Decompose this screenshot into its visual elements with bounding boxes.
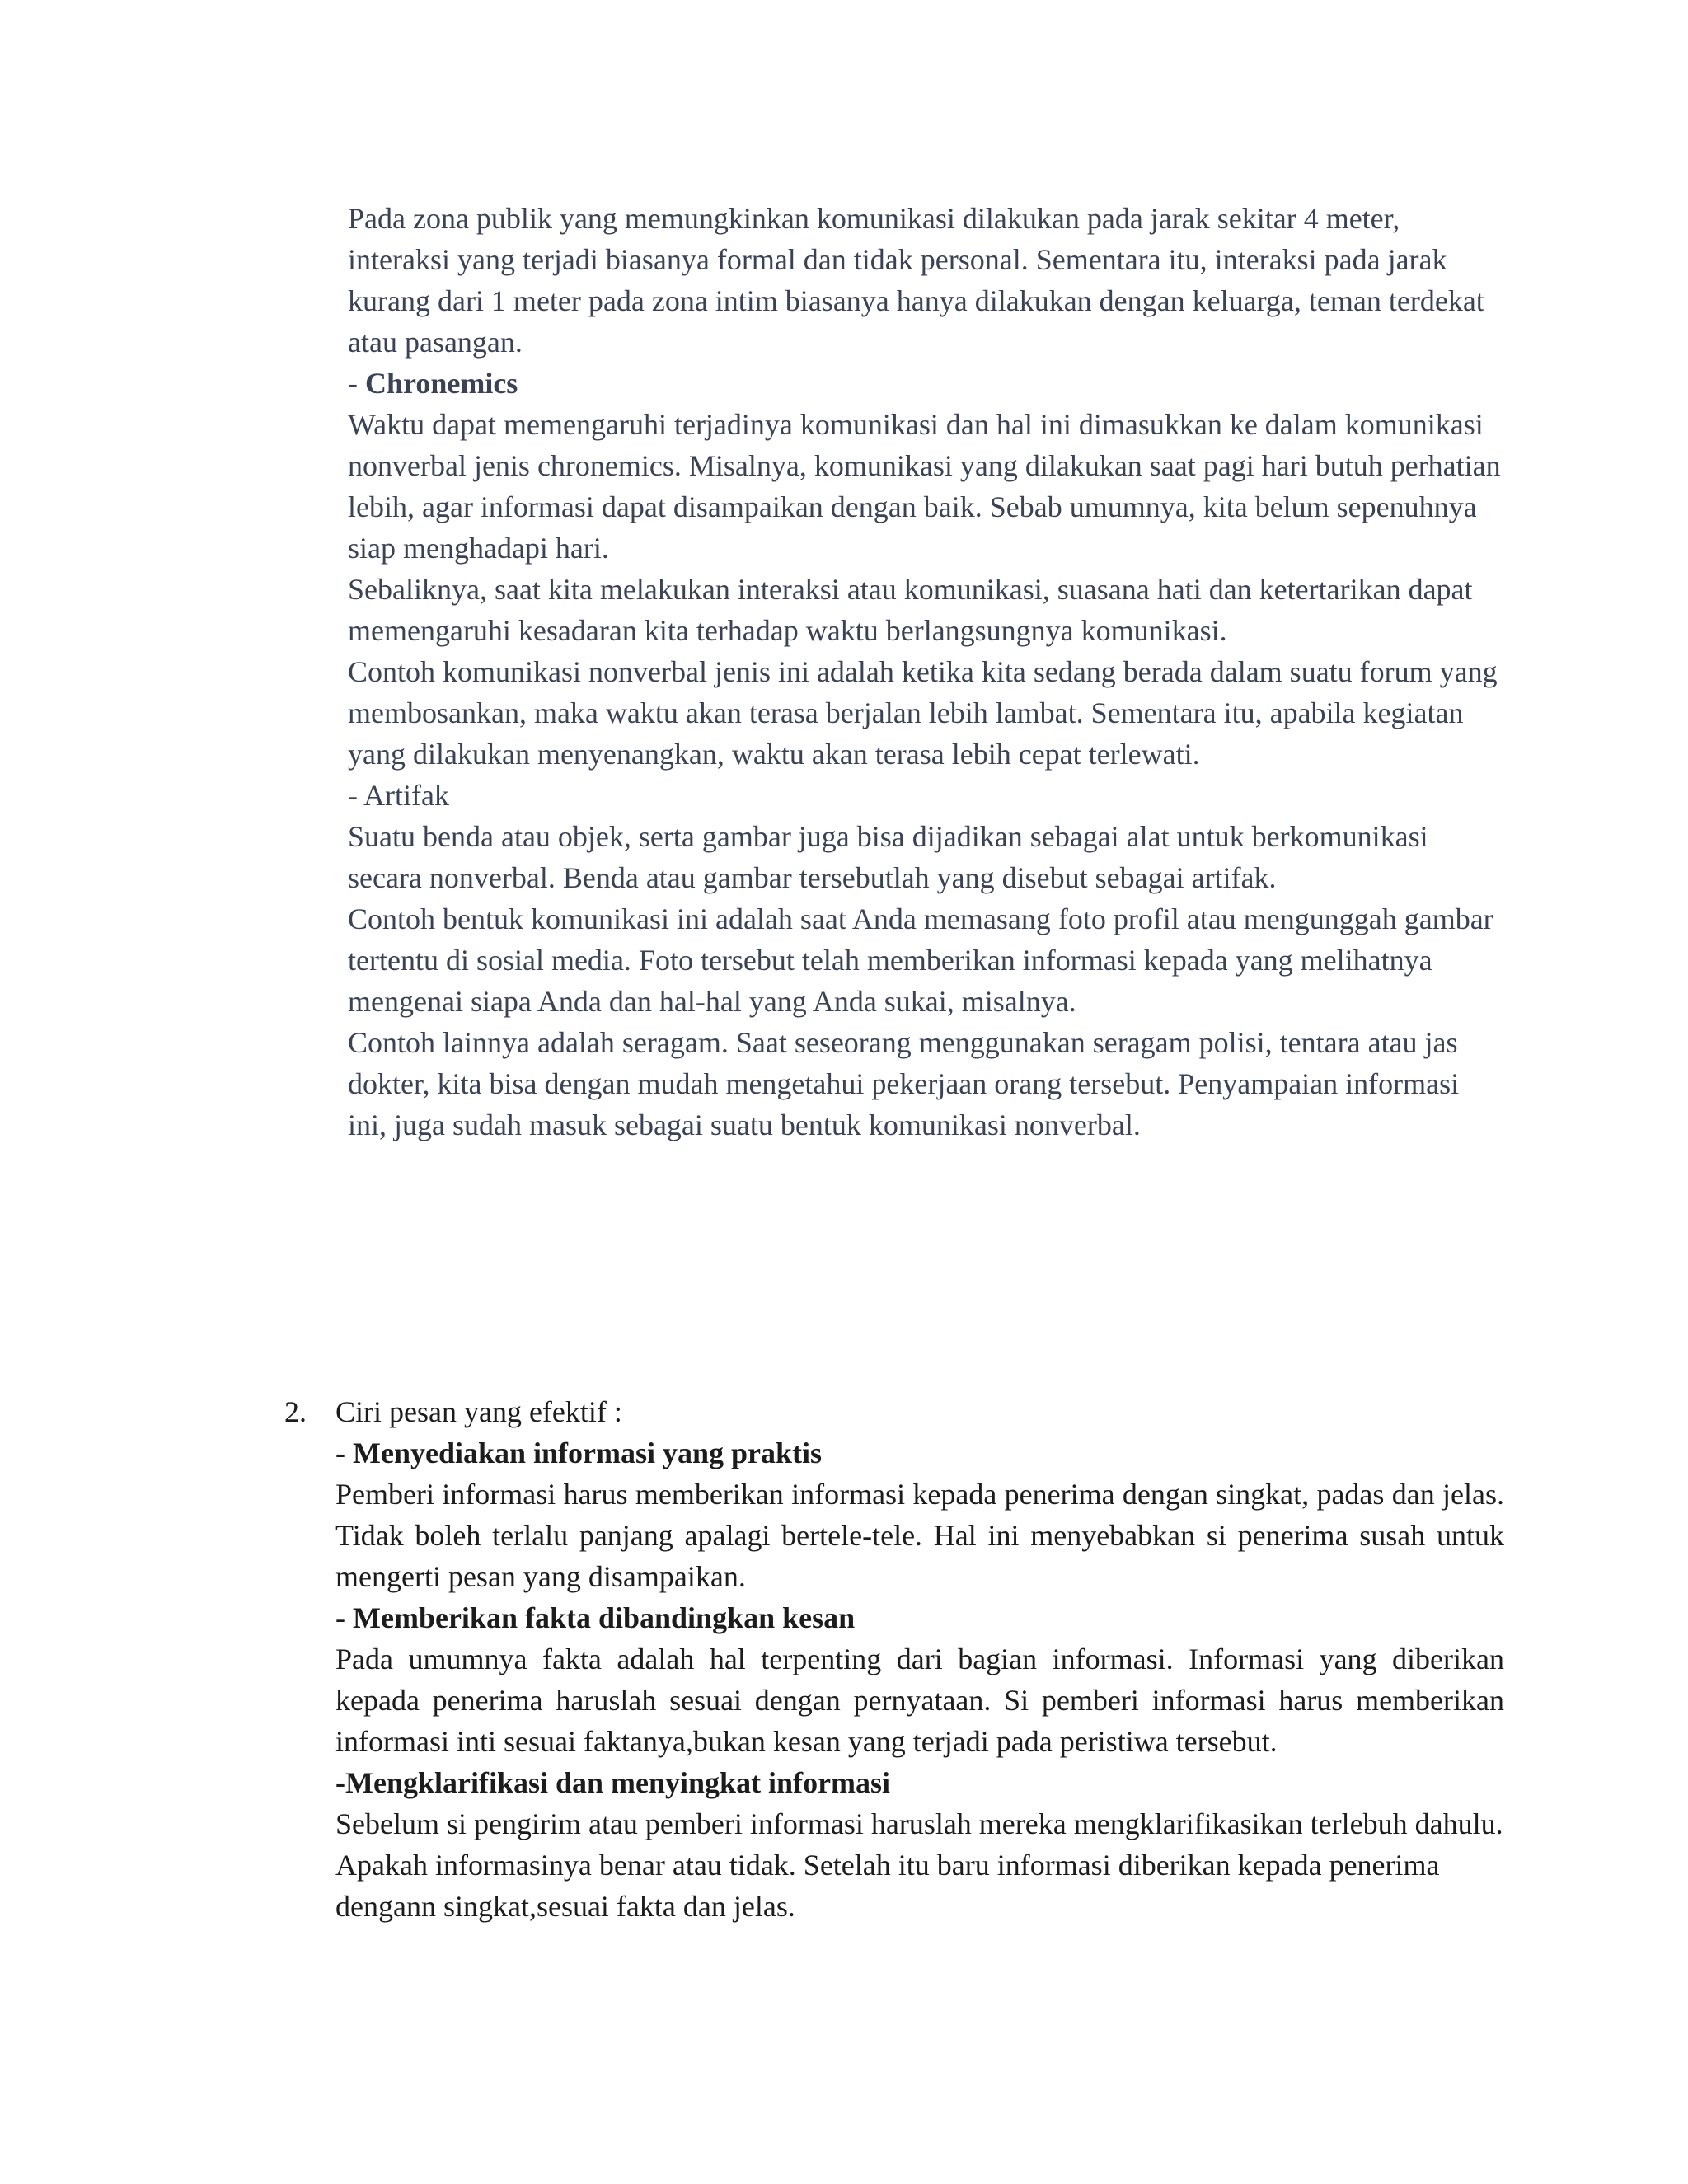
paragraph-contoh-chronemics: Contoh komunikasi nonverbal jenis ini adalah ketika kita sedang berada dalam suatu forum yang membosankan, maka waktu akan terasa berjalan lebih lambat. Sementara itu, apabila kegiatan yang dilakukan menyenangkan, waktu akan terasa lebih cepat terlewati. bbox=[348, 655, 1498, 771]
paragraph-klarifikasi: Sebelum si pengirim atau pemberi informasi haruslah mereka mengklarifikasikan terlebuh dahulu. Apakah informasinya benar atau tidak. Setelah itu baru informasi diberikan kepada penerima dengann singkat,sesuai fakta dan jelas. bbox=[335, 1807, 1503, 1923]
paragraph-contoh-lainnya: Contoh lainnya adalah seragam. Saat seseorang menggunakan seragam polisi, tentara atau jas dokter, kita bisa dengan mudah mengetahui pekerjaan orang tersebut. Penyampaian informasi ini, juga sudah masuk sebagai suatu bentuk komunikasi nonverbal. bbox=[348, 1026, 1460, 1141]
list-number: 2. bbox=[284, 1395, 307, 1428]
section-nonverbal-continued bbox=[348, 198, 1502, 1146]
paragraph-praktis: Pemberi informasi harus memberikan informasi kepada penerima dengan singkat, padas dan jelas. Tidak boleh terlalu panjang apalagi bertele-tele. Hal ini menyebabkan si penerima susah untuk mengerti pesan yang disampaikan. bbox=[335, 1478, 1504, 1593]
paragraph-benda: Suatu benda atau objek, serta gambar juga bisa dijadikan sebagai alat untuk berkomunikasi secara nonverbal. Benda atau gambar tersebutlah yang disebut sebagai artifak. bbox=[348, 820, 1428, 894]
heading-artifak: - Artifak bbox=[348, 779, 449, 812]
paragraph-sebaliknya: Sebaliknya, saat kita melakukan interaksi atau komunikasi, suasana hati dan ketertarikan dapat memengaruhi kesadaran kita terhadap waktu berlangsungnya komunikasi. bbox=[348, 573, 1473, 647]
numbered-list bbox=[284, 1391, 1504, 1927]
paragraph-waktu: Waktu dapat memengaruhi terjadinya komunikasi dan hal ini dimasukkan ke dalam komunikasi nonverbal jenis chronemics. Misalnya, komunikasi yang dilakukan saat pagi hari butuh perhatian lebih, agar informasi dapat disampaikan dengan baik. Sebab umumnya, kita belum sepenuhnya siap menghadapi hari. bbox=[348, 408, 1501, 565]
heading-klarifikasi: -Mengklarifikasi dan menyingkat informasi bbox=[335, 1766, 891, 1799]
heading-praktis: - Menyediakan informasi yang praktis bbox=[335, 1436, 823, 1469]
list-item bbox=[284, 1391, 1504, 1927]
heading-chronemics: - Chronemics bbox=[348, 367, 518, 400]
list-item-title: Ciri pesan yang efektif : bbox=[335, 1395, 622, 1428]
list-item-body bbox=[335, 1391, 1504, 1927]
heading-fakta-text: Memberikan fakta dibandingkan kesan bbox=[353, 1601, 856, 1634]
heading-fakta-prefix: - bbox=[335, 1601, 353, 1634]
paragraph-contoh-bentuk: Contoh bentuk komunikasi ini adalah saat Anda memasang foto profil atau mengunggah gambar tertentu di sosial media. Foto tersebut telah memberikan informasi kepada yang melihatnya mengenai siapa Anda dan hal-hal yang Anda sukai, misalnya. bbox=[348, 902, 1493, 1018]
paragraph-fakta: Pada umumnya fakta adalah hal terpenting dari bagian informasi. Informasi yang diberikan kepada penerima haruslah sesuai dengan pernyataan. Si pemberi informasi harus memberikan informasi inti sesuai faktanya,bukan kesan yang terjadi pada peristiwa tersebut. bbox=[335, 1643, 1504, 1758]
heading-fakta bbox=[335, 1597, 1504, 1638]
paragraph-zona: Pada zona publik yang memungkinkan komunikasi dilakukan pada jarak sekitar 4 meter, interaksi yang terjadi biasanya formal dan tidak personal. Sementara itu, interaksi pada jarak kurang dari 1 meter pada zona intim biasanya hanya dilakukan dengan keluarga, teman terdekat atau pasangan. bbox=[348, 202, 1484, 359]
